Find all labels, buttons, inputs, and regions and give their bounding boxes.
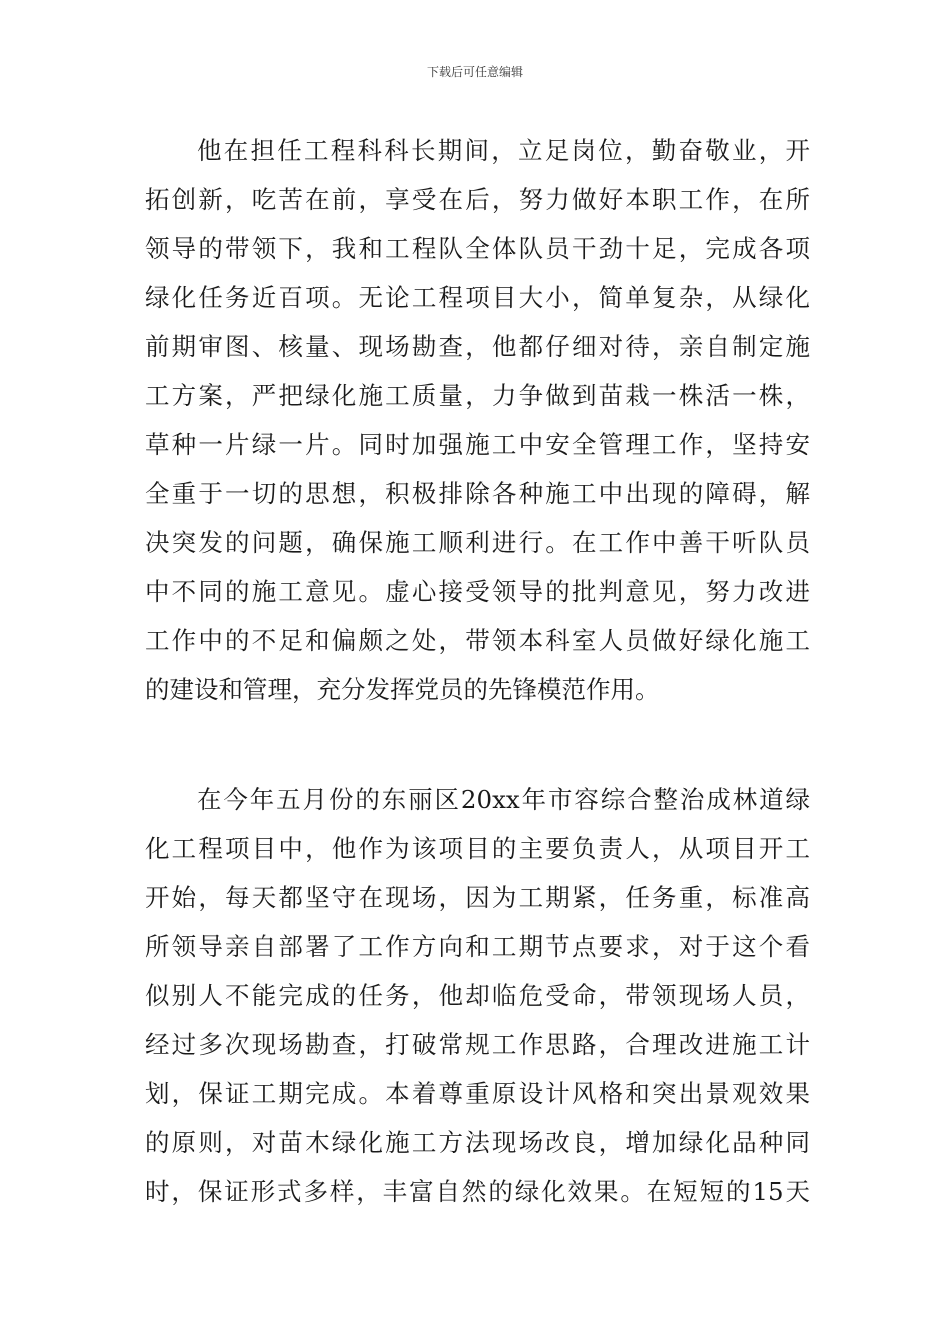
paragraph-line: 经过多次现场勘查，打破常规工作思路，合理改进施工计	[145, 1030, 810, 1059]
paragraph-line: 在今年五月份的东丽区20xx年市容综合整治成林道绿	[197, 785, 810, 814]
paragraph-line: 领导的带领下，我和工程队全体队员干劲十足，完成各项	[145, 234, 810, 263]
paragraph-line: 拓创新，吃苦在前，享受在后，努力做好本职工作，在所	[145, 185, 810, 214]
paragraph-line: 前期审图、核量、现场勘查，他都仔细对待，亲自制定施	[145, 332, 810, 361]
paragraph-line: 草种一片绿一片。同时加强施工中安全管理工作，坚持安	[145, 430, 810, 459]
paragraph-line: 化工程项目中，他作为该项目的主要负责人，从项目开工	[145, 834, 810, 863]
paragraph-line: 绿化任务近百项。无论工程项目大小，简单复杂，从绿化	[145, 283, 810, 312]
paragraph-line: 划，保证工期完成。本着尊重原设计风格和突出景观效果	[145, 1079, 810, 1108]
paragraph-line: 似别人不能完成的任务，他却临危受命，带领现场人员，	[145, 981, 810, 1010]
paragraph-line: 开始，每天都坚守在现场，因为工期紧，任务重，标准高	[145, 883, 810, 912]
paragraph-line: 中不同的施工意见。虚心接受领导的批判意见，努力改进	[145, 577, 810, 606]
paragraph-line: 决突发的问题，确保施工顺利进行。在工作中善干听队员	[145, 528, 810, 557]
paragraph-line: 的建设和管理，充分发挥党员的先锋模范作用。	[145, 675, 660, 704]
paragraph-line: 时，保证形式多样，丰富自然的绿化效果。在短短的15天	[145, 1177, 810, 1206]
page-header-note: 下载后可任意编辑	[426, 65, 523, 79]
paragraph-line: 工方案，严把绿化施工质量，力争做到苗栽一株活一株，	[145, 381, 810, 410]
paragraph-line: 工作中的不足和偏颇之处，带领本科室人员做好绿化施工	[145, 626, 810, 655]
paragraph-line: 他在担任工程科科长期间，立足岗位，勤奋敬业，开	[197, 136, 810, 165]
paragraph-line: 全重于一切的思想，积极排除各种施工中出现的障碍，解	[145, 479, 810, 508]
paragraph-line: 所领导亲自部署了工作方向和工期节点要求，对于这个看	[145, 932, 810, 961]
paragraph-line: 的原则，对苗木绿化施工方法现场改良，增加绿化品种同	[145, 1128, 810, 1157]
